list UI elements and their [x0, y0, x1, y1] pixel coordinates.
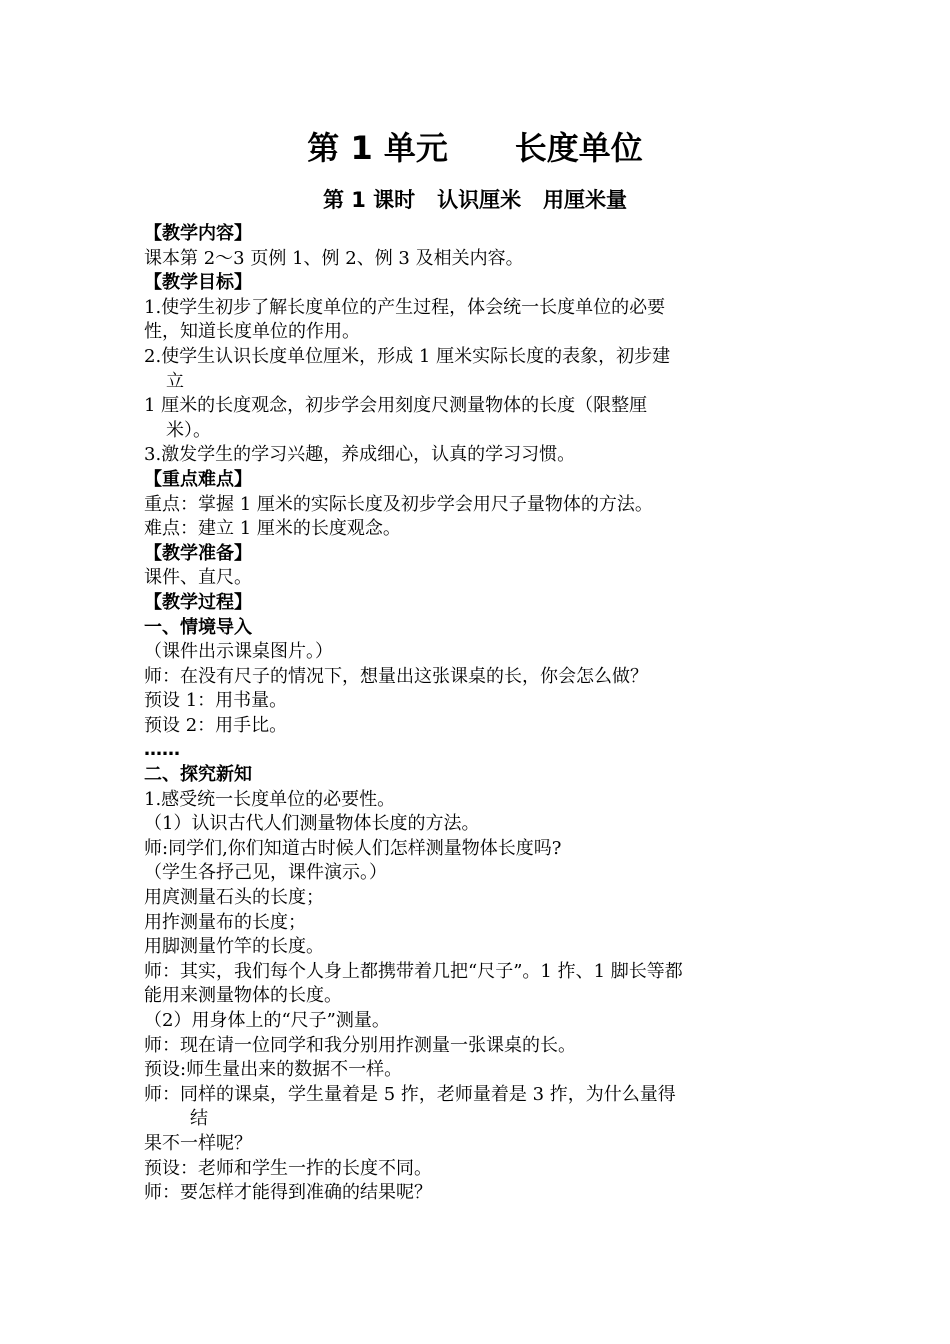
text-line: 性，知道长度单位的作用。 [144, 321, 360, 343]
text-line: 米）。 [166, 419, 211, 441]
section-heading: …… [144, 739, 180, 761]
section-heading: 【教学过程】 [144, 591, 252, 613]
section-heading: 【教学准备】 [144, 542, 252, 564]
text-line: 果不一样呢？ [144, 1132, 252, 1154]
text-line: 师：现在请一位同学和我分别用拃测量一张课桌的长。 [144, 1034, 576, 1056]
text-line: 难点：建立 1 厘米的长度观念。 [144, 518, 401, 540]
lesson-subtitle: 第 1 课时 认识厘米 用厘米量 [322, 188, 628, 212]
text-line: 师：其实，我们每个人身上都携带着几把“尺子”。1 拃、1 脚长等都 [144, 960, 683, 982]
text-line: 师：同样的课桌，学生量着是 5 拃，老师量着是 3 拃，为什么量得 [144, 1083, 676, 1105]
text-line: 预设：老师和学生一拃的长度不同。 [144, 1157, 432, 1179]
text-line: 能用来测量物体的长度。 [144, 985, 342, 1007]
text-line: 1 厘米的长度观念，初步学会用刻度尺测量物体的长度（限整厘 [144, 395, 648, 417]
section-heading: 二、探究新知 [144, 764, 252, 786]
section-heading: 一、情境导入 [144, 616, 252, 638]
section-heading: 【教学目标】 [144, 272, 252, 294]
text-line: 师：在没有尺子的情况下，想量出这张课桌的长，你会怎么做？ [144, 665, 648, 687]
text-line: 结 [190, 1108, 208, 1130]
text-line: 3.激发学生的学习兴趣，养成细心，认真的学习习惯。 [144, 444, 576, 466]
text-line: 预设 1：用书量。 [144, 690, 288, 712]
section-heading: 【重点难点】 [144, 468, 252, 490]
text-line: 重点：掌握 1 厘米的实际长度及初步学会用尺子量物体的方法。 [144, 493, 653, 515]
text-line: 2.使学生认识长度单位厘米，形成 1 厘米实际长度的表象，初步建 [144, 345, 671, 367]
text-line: （1）认识古代人们测量物体长度的方法。 [144, 813, 480, 835]
text-line: 预设:师生量出来的数据不一样。 [144, 1059, 403, 1081]
text-line: 课件、直尺。 [144, 567, 252, 589]
text-line: 1.使学生初步了解长度单位的产生过程，体会统一长度单位的必要 [144, 296, 666, 318]
text-line: 用拃测量布的长度； [144, 911, 306, 933]
text-line: （2）用身体上的“尺子”测量。 [144, 1010, 390, 1031]
text-line: （课件出示课桌图片。） [144, 641, 333, 663]
section-heading: 【教学内容】 [144, 223, 252, 244]
text-line: 1.感受统一长度单位的必要性。 [144, 788, 396, 810]
text-line: 用脚测量竹竿的长度。 [144, 936, 324, 958]
text-line: 课本第 2～3 页例 1、例 2、例 3 及相关内容。 [144, 247, 524, 269]
text-line: （学生各抒己见，课件演示。） [144, 862, 387, 884]
text-line: 师：要怎样才能得到准确的结果呢？ [144, 1182, 432, 1204]
text-line: 用庹测量石头的长度； [144, 887, 324, 909]
lesson-plan-body [144, 222, 824, 1206]
text-line: 预设 2：用手比。 [144, 714, 288, 736]
text-line: 立 [166, 370, 184, 392]
page-title: 第 1 单元 长度单位 [307, 129, 643, 167]
text-line: 师:同学们,你们知道古时候人们怎样测量物体长度吗? [144, 837, 562, 859]
